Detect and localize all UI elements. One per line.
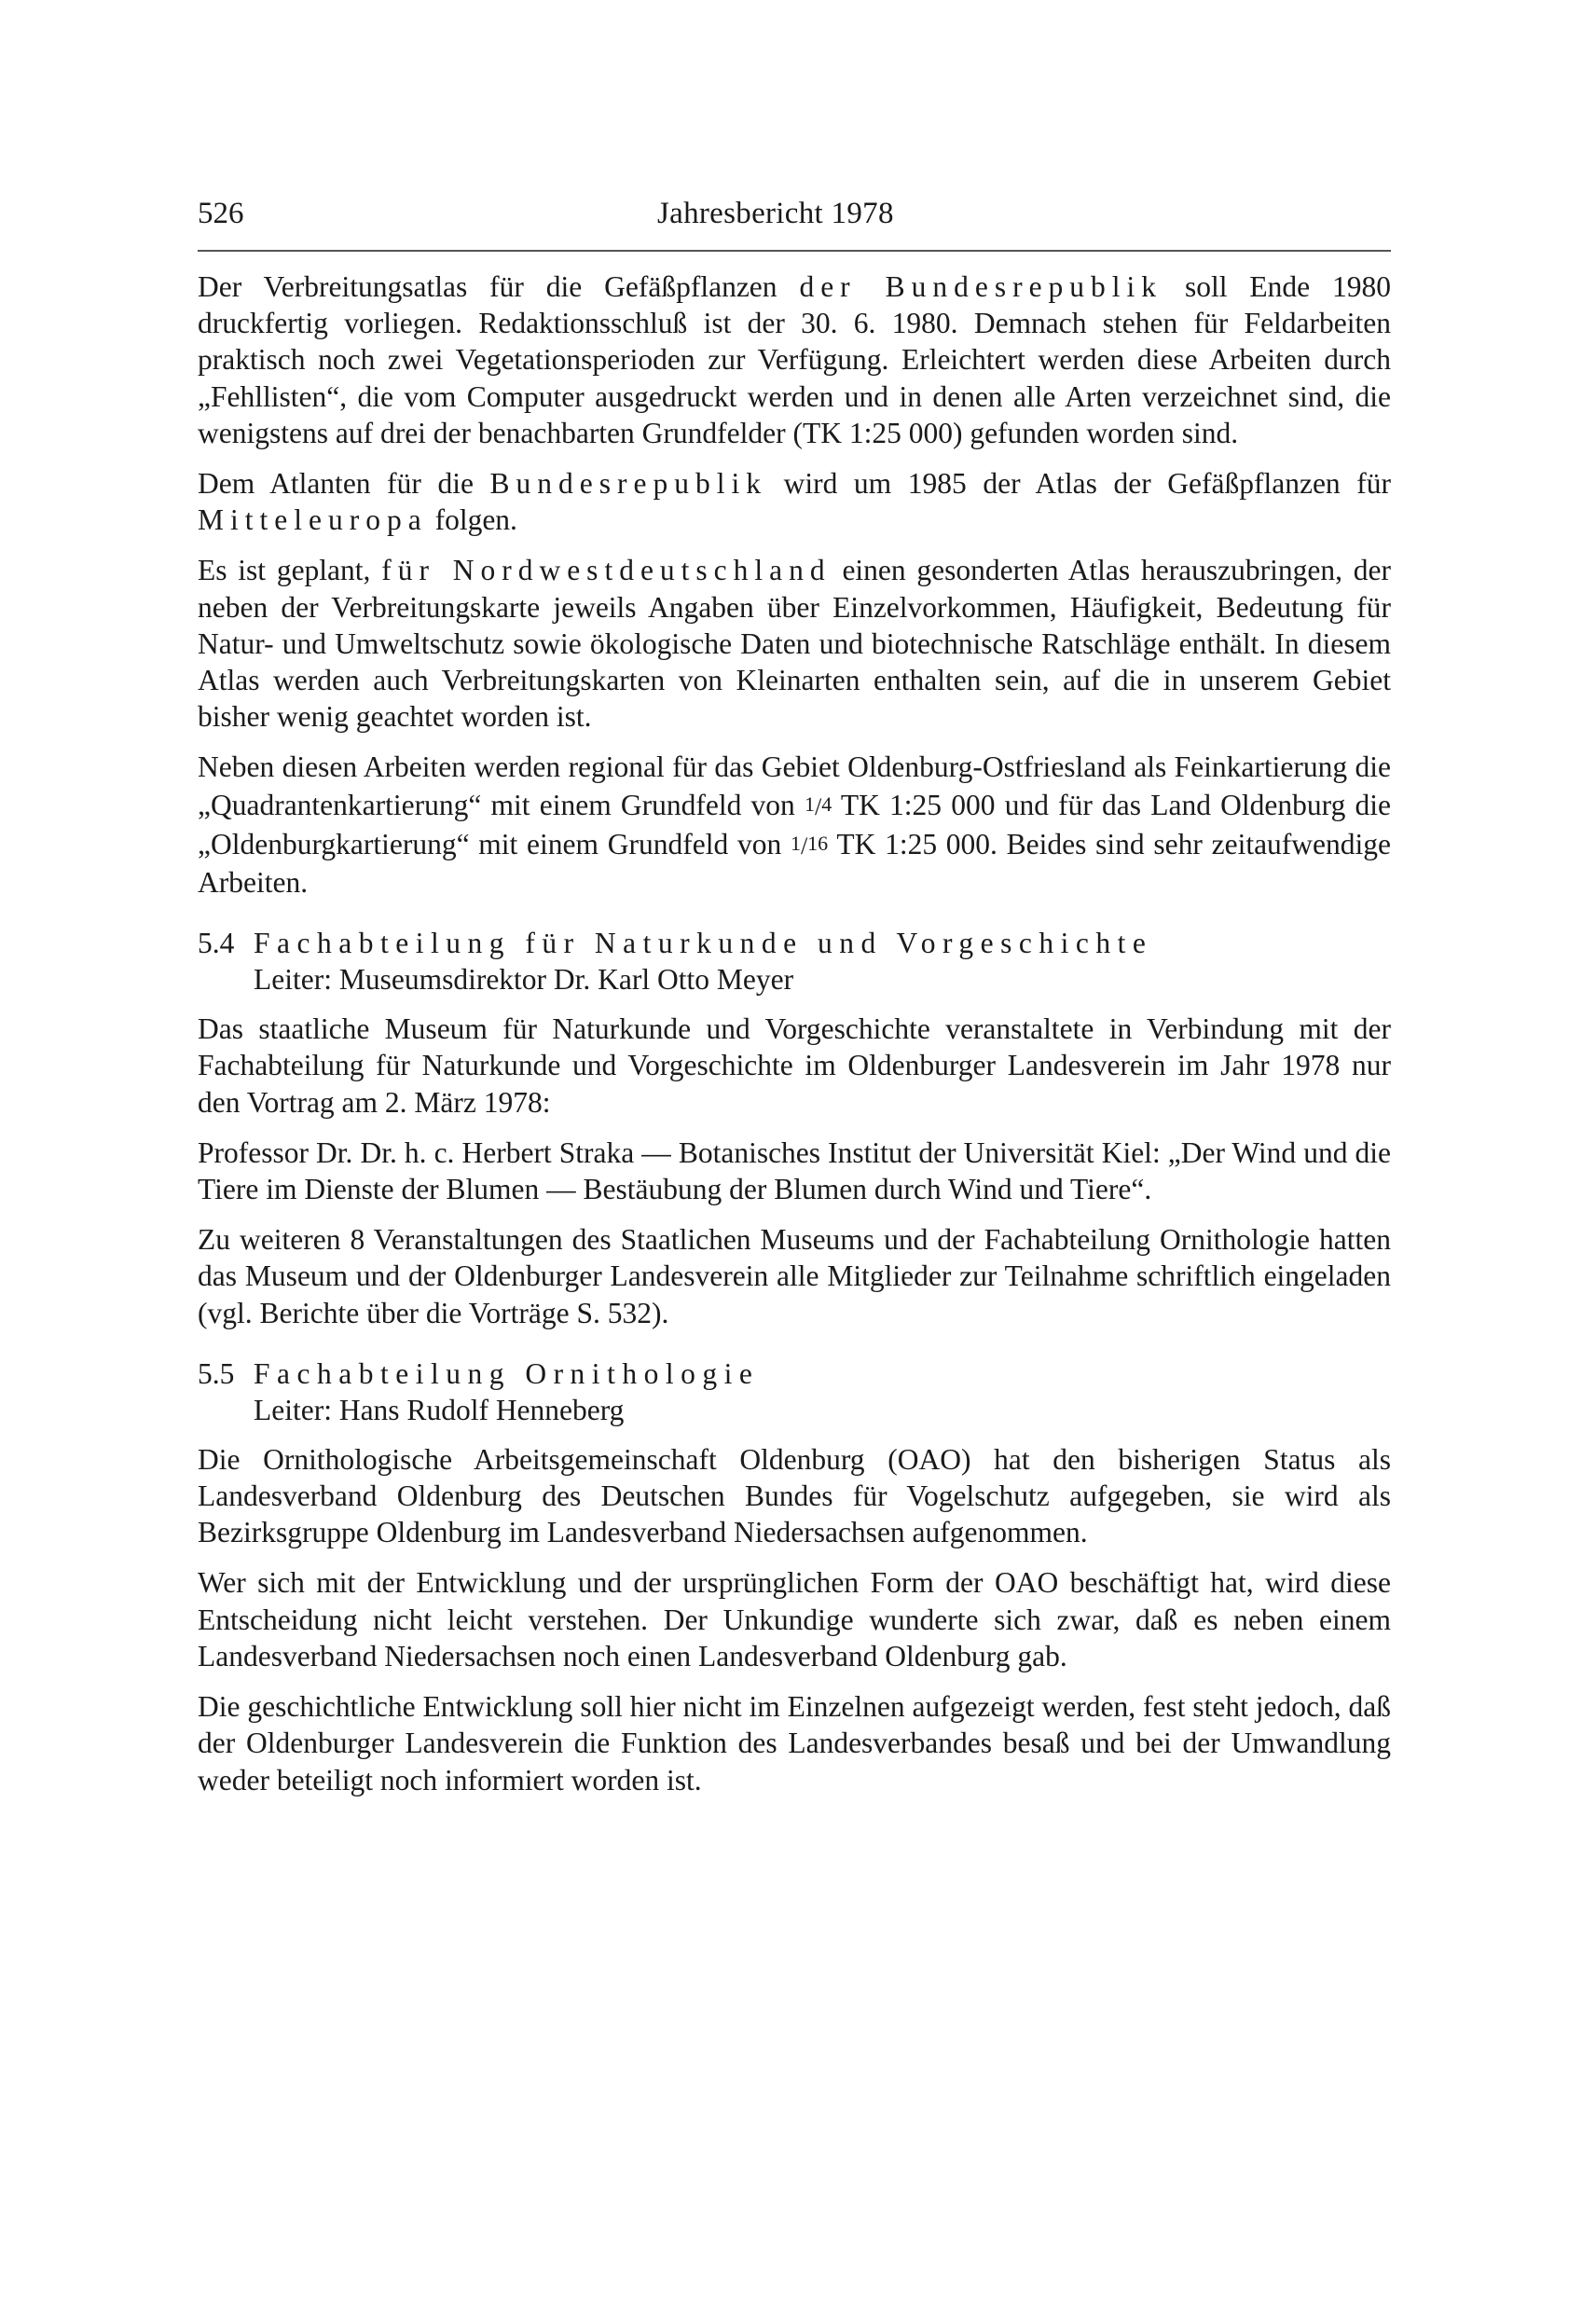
fraction-denominator: 4 <box>821 791 832 816</box>
section-heading-5-5 <box>198 1356 1391 1392</box>
text-run: TK 1:25 000 und für das Land Oldenburg die „Oldenburgkartierung“ mit einem Grundfeld von <box>198 788 1391 860</box>
spaced-emphasis: für Nordwestdeutschland <box>381 554 832 587</box>
section-leiter-5-4: Leiter: Museumsdirektor Dr. Karl Otto Meyer <box>254 963 794 997</box>
paragraph-oao-geschichte: Die geschichtliche Entwicklung soll hier nicht im Einzelnen aufgezeigt werden, fest steht jedoch, daß der Oldenburger Landesverein die Funktion des Landesverbandes besaß und bei der Umwandlung weder beteiligt noch informiert worden ist. <box>198 1690 1391 1796</box>
text-run: Es ist geplant, <box>198 554 382 587</box>
text-run: einen gesonderten Atlas herauszubringen, der neben der Verbreitungskarte jeweils Angaben über Einzelvorkommen, Häufigkeit, Bedeutung für Natur- und Umweltschutz sowie ökologische Daten und biotechnische Ratschläge enthält. In diesem Atlas werden auch Verbreitungskarten von Kleinarten enthalten sein, auf die in unserem Gebiet bisher wenig geachtet worden ist. <box>198 554 1391 734</box>
text-run: TK 1:25 000. Beides sind sehr zeitaufwendige Arbeiten. <box>198 827 1391 900</box>
text-run: Der Verbreitungsatlas für die Gefäßpflanzen <box>198 270 800 303</box>
running-title: Jahresbericht 1978 <box>657 197 894 230</box>
fraction-denominator: 16 <box>807 831 829 855</box>
page-number: 526 <box>198 197 244 230</box>
paragraph-atlas-mitteleuropa <box>198 465 1391 538</box>
running-head <box>198 191 1400 240</box>
header-rule <box>198 250 1391 252</box>
paragraph-atlas-bundesrepublik <box>198 268 1391 451</box>
section-number: 5.4 <box>198 927 235 960</box>
spaced-emphasis: Bundesrepublik <box>489 467 767 501</box>
paragraph-kartierung <box>198 749 1391 901</box>
paragraph-museum-vortrag: Das staatliche Museum für Naturkunde und Vorgeschichte veranstaltete in Verbindung mit der Fachabteilung für Naturkunde und Vorgeschichte im Oldenburger Landesverein im Jahr 1978 nur den Vortrag am 2. März 1978: <box>198 1012 1391 1119</box>
spaced-emphasis: der Bundesrepublik <box>799 270 1163 303</box>
fraction-sixteenth: 1/16 <box>790 831 829 860</box>
section-number: 5.5 <box>198 1356 235 1390</box>
text-run: wird um 1985 der Atlas der Gefäßpflanzen für <box>767 467 1391 501</box>
section-title: Fachabteilung für Naturkunde und Vorgeschichte <box>254 927 1153 960</box>
section-heading-5-4 <box>198 925 1391 961</box>
body-text <box>198 268 1391 1812</box>
paragraph-oao-status: Die Ornithologische Arbeitsgemeinschaft Oldenburg (OAO) hat den bisherigen Status als Landesverband Oldenburg des Deutschen Bundes für Vogelschutz aufgegeben, sie wird als Bezirksgruppe Oldenburg im Landesverband Niedersachsen aufgenommen. <box>198 1442 1391 1549</box>
section-leiter-5-5: Leiter: Hans Rudolf Henneberg <box>254 1393 625 1426</box>
paragraph-straka: Professor Dr. Dr. h. c. Herbert Straka — Botanisches Institut der Universität Kiel: „Der Wind und die Tiere im Dienste der Blumen — Bestäubung der Blumen durch Wind und Tiere“. <box>198 1135 1391 1206</box>
fraction-numerator: 1 <box>790 831 801 855</box>
text-run: Neben diesen Arbeiten werden regional für das Gebiet Oldenburg-Ostfriesland als Feinkartierung die „Quadrantenkartierung“ mit einem Grundfeld von <box>198 750 1391 821</box>
paragraph-atlas-nordwestdeutschland <box>198 552 1391 735</box>
section-title: Fachabteilung Ornithologie <box>254 1356 760 1390</box>
spaced-emphasis: Mitteleuropa <box>198 503 428 537</box>
text-run: folgen. <box>427 503 517 537</box>
paragraph-veranstaltungen: Zu weiteren 8 Veranstaltungen des Staatlichen Museums und der Fachabteilung Ornithologie hatten das Museum und der Oldenburger Landesverein alle Mitglieder zur Teilnahme schriftlich eingeladen (vgl. Berichte über die Vorträge S. 532). <box>198 1223 1391 1329</box>
text-run: Dem Atlanten für die <box>198 467 490 501</box>
text-run: soll Ende 1980 druckfertig vorliegen. Redaktionsschluß ist der 30. 6. 1980. Demnach stehen für Feldarbeiten praktisch noch zwei Vegetationsperioden zur Verfügung. Erleichtert werden diese Arbeiten durch „Fehllisten“, die vom Computer ausgedruckt werden und in denen alle Arten verzeichnet sind, die wenigstens auf drei der benachbarten Grundfelder (TK 1:25 000) gefunden worden sind. <box>198 270 1392 449</box>
fraction-quarter: 1/4 <box>805 791 832 820</box>
fraction-numerator: 1 <box>805 791 815 816</box>
paragraph-oao-entwicklung: Wer sich mit der Entwicklung und der ursprünglichen Form der OAO beschäftigt hat, wird diese Entscheidung nicht leicht verstehen. Der Unkundige wunderte sich zwar, daß es neben einem Landesverband Niedersachsen noch einen Landesverband Oldenburg gab. <box>198 1566 1391 1672</box>
